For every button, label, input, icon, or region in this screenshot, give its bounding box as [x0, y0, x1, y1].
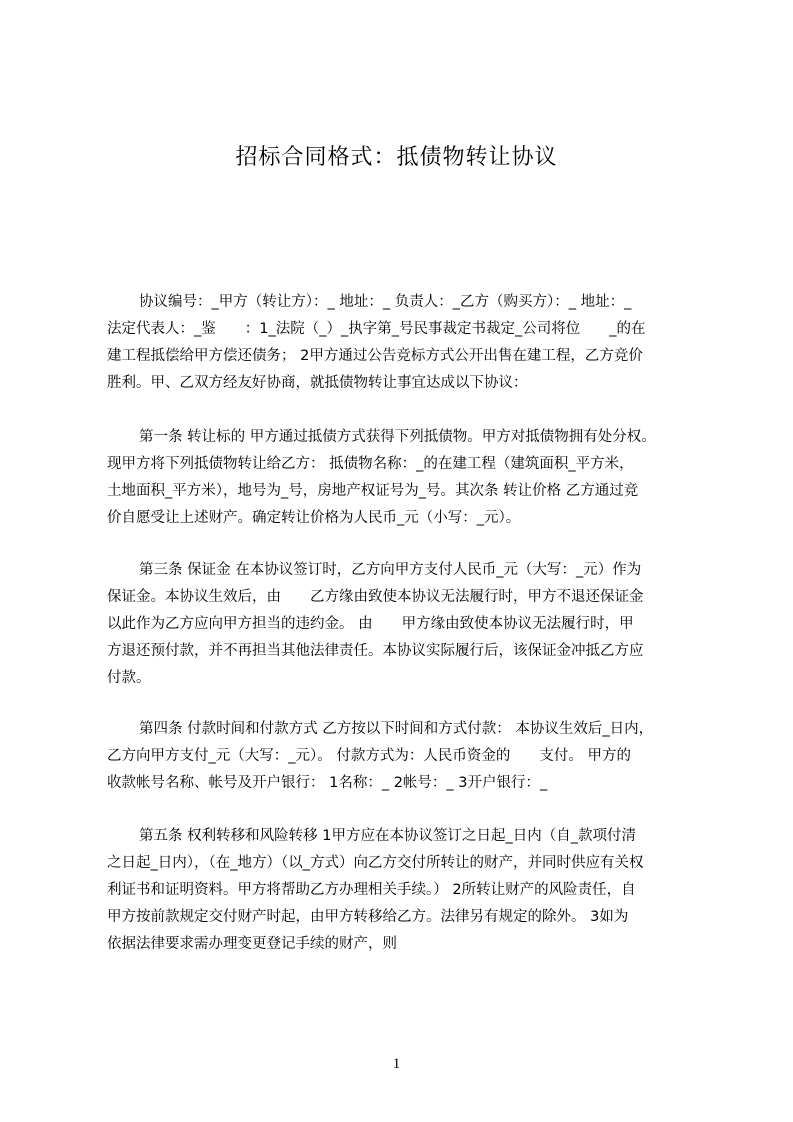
paragraph-5-line-4: 甲方按前款规定交付财产时起，由甲方转移给乙方。法律另有规定的除外。 3如为	[107, 909, 629, 925]
paragraph-5-line-1: 第五条 权利转移和风险转移 1甲方应在本协议签订之日起_日内（自_款项付清	[139, 828, 636, 844]
document-title: 招标合同格式：抵债物转让协议	[235, 145, 558, 170]
paragraph-3-line-3: 以此作为乙方应向甲方担当的违约金。 由 甲方缘由致使本协议无法履行时，甲	[107, 616, 634, 632]
paragraph-3-line-1: 第三条 保证金 在本协议签订时，乙方向甲方支付人民币_元（大写：_元）作为	[139, 562, 642, 578]
paragraph-2-line-2: 现甲方将下列抵债物转让给乙方： 抵债物名称：_的在建工程（建筑面积_平方米，	[107, 456, 634, 472]
paragraph-2-line-1: 第一条 转让标的 甲方通过抵债方式获得下列抵债物。甲方对抵债物拥有处分权。	[139, 429, 656, 445]
paragraph-2-line-4: 价自愿受让上述财产。确定转让价格为人民币_元（小写：_元）。	[107, 510, 521, 526]
paragraph-1-line-4: 胜利。甲、乙双方经友好协商，就抵债物转让事宜达成以下协议：	[107, 375, 528, 391]
paragraph-3-line-5: 付款。	[107, 670, 151, 686]
page-number: 1	[392, 1056, 401, 1072]
paragraph-4-line-2: 乙方向甲方支付_元（大写：_元）。 付款方式为：人民币资金的 支付。 甲方的	[107, 748, 631, 764]
paragraph-1-line-3: 建工程抵偿给甲方偿还债务； 2甲方通过公告竞标方式公开出售在建工程，乙方竞价	[107, 348, 643, 364]
paragraph-5-line-3: 利证书和证明资料。甲方将帮助乙方办理相关手续。） 2所转让财产的风险责任，自	[107, 882, 636, 898]
paragraph-1-line-1: 协议编号：_甲方（转让方）：_ 地址：_ 负责人：_乙方（购买方）：_ 地址：_	[139, 294, 632, 310]
paragraph-4-line-1: 第四条 付款时间和付款方式 乙方按以下时间和方式付款： 本协议生效后_日内，	[139, 721, 654, 737]
paragraph-3-line-2: 保证金。本协议生效后，由 乙方缘由致使本协议无法履行时，甲方不退还保证金	[107, 589, 644, 605]
paragraph-5-line-5: 依据法律要求需办理变更登记手续的财产，则	[107, 936, 397, 952]
paragraph-3-line-4: 方退还预付款，并不再担当其他法律责任。本协议实际履行后，该保证金冲抵乙方应	[107, 643, 644, 659]
paragraph-4-line-3: 收款帐号名称、帐号及开户银行： 1名称：_ 2帐号：_ 3开户银行：_	[107, 775, 548, 791]
paragraph-5-line-2: 之日起_日内），（在_地方）（以_方式）向乙方交付所转让的财产，并同时供应有关权	[107, 855, 644, 871]
paragraph-2-line-3: 土地面积_平方米），地号为_号，房地产权证号为_号。其次条 转让价格 乙方通过竞	[107, 483, 639, 499]
paragraph-1-line-2: 法定代表人：_鉴 ：1_法院（_）_执字第_号民事裁定书裁定_公司将位 _的在	[107, 321, 646, 337]
